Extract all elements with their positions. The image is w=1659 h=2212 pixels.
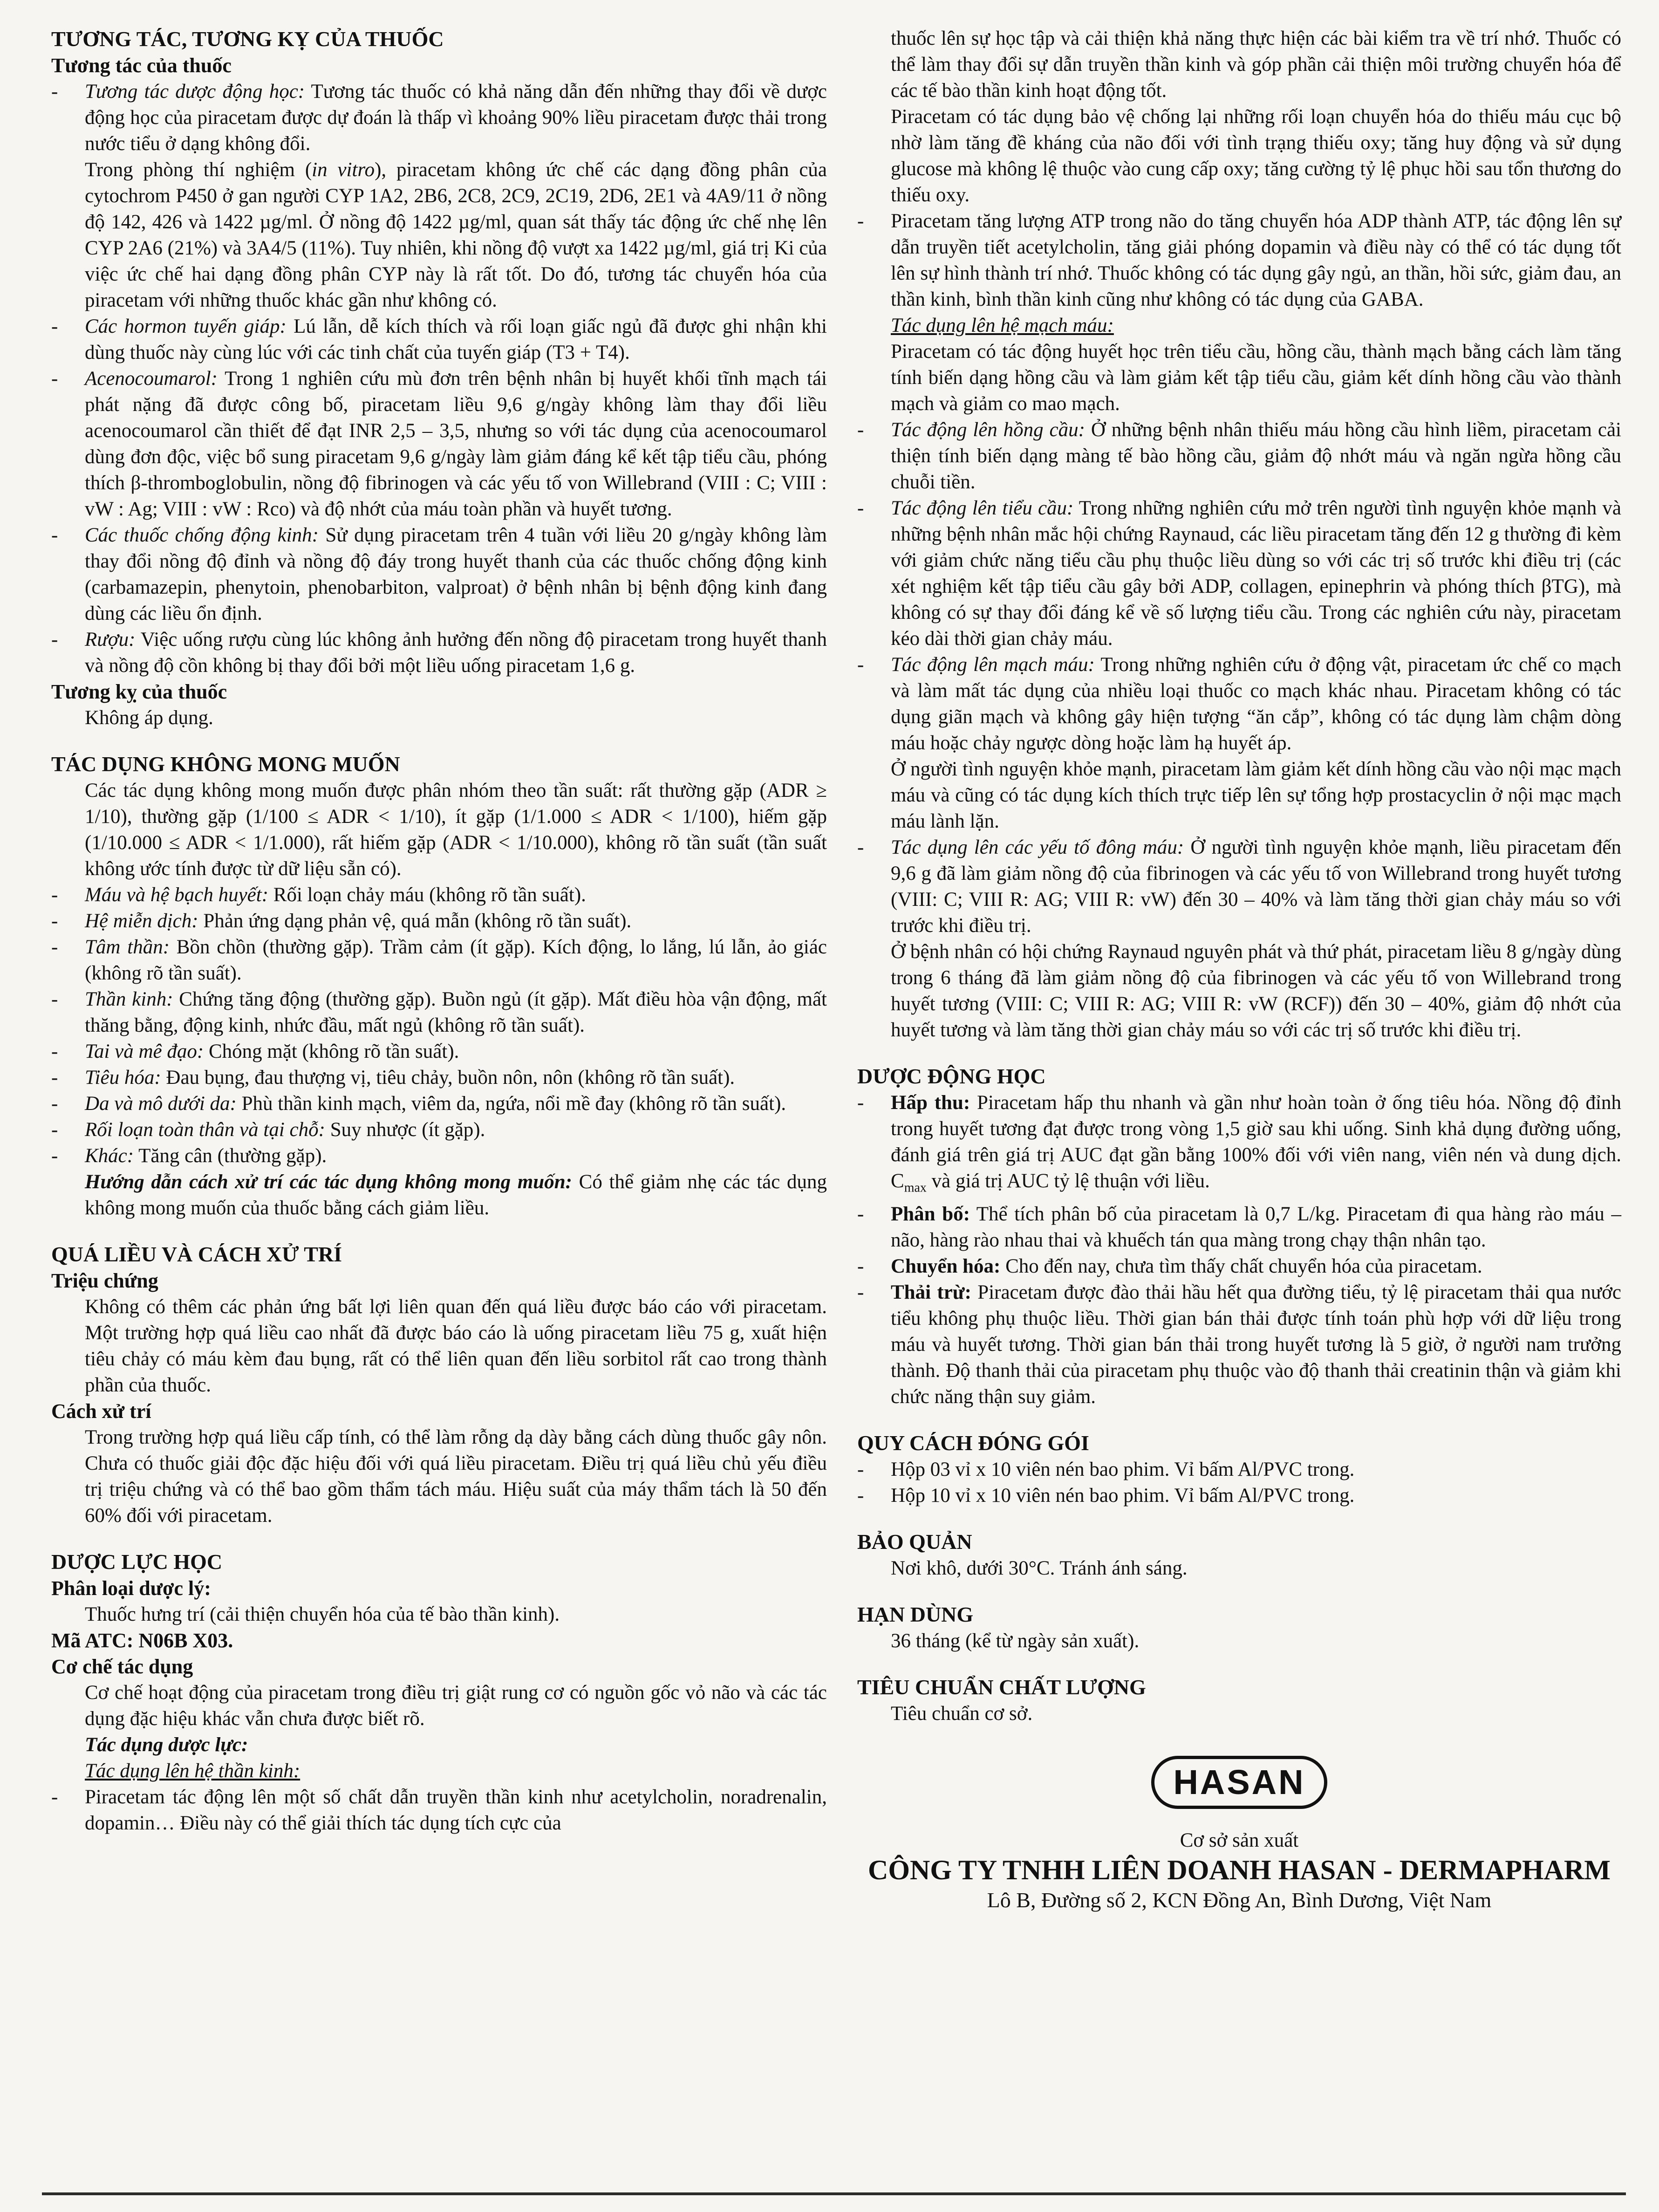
paragraph-pharm-class: Thuốc hưng trí (cải thiện chuyển hóa của tế bào thần kinh). xyxy=(85,1603,560,1625)
list-item: - Tương tác dược động học: Tương tác thuốc có khả năng dẫn đến những thay đổi về dược động học của piracetam được dự đoán là thấp vì khoảng 90% liều piracetam được thải trong nước tiểu ở dạng không đổi. xyxy=(51,81,827,155)
subsection-vascular: Tác dụng lên hệ mạch máu: xyxy=(891,315,1114,336)
subsection-incompatibilities: Tương kỵ của thuốc xyxy=(51,680,227,703)
paragraph-invitro: Trong phòng thí nghiệm (in vitro), piracetam không ức chế các dạng đồng phân của cytochrom P450 ở gan người CYP 1A2, 2B6, 2C8, 2C9, 2C19, 2D6, 2E1 và 4A9/11 ở nồng độ 142, 426 và 1422 µg/ml. Ở nồng độ 1422 µg/ml, quan sát thấy tác động ức chế nhẹ lên CYP 2A6 (21%) và 3A4/5 (11%). Tuy nhiên, khi nồng độ vượt xa 1422 µg/ml, giá trị Ki của việc ức chế hai dạng đồng phân CYP này là rất tốt. Do đó, tương tác chuyển hóa của piracetam với những thuốc khác gần như không có. xyxy=(85,159,827,311)
section-title-interactions: TƯƠNG TÁC, TƯƠNG KỴ CỦA THUỐC xyxy=(51,27,444,51)
paragraph-treatment: Trong trường hợp quá liều cấp tính, có thể làm rỗng dạ dày bằng cách dùng thuốc gây nôn. Chưa có thuốc giải độc đặc hiệu đối với quá liều piracetam. Điều trị quá liều chủ yếu điều trị triệu chứng và có thể bao gồm thẩm tách máu. Hiệu suất của máy thẩm tách là 50 đến 60% đối với piracetam. xyxy=(85,1426,827,1527)
section-title-standard: TIÊU CHUẨN CHẤT LƯỢNG xyxy=(857,1675,1146,1699)
list-item: - Phân bố: Thể tích phân bố của piracetam là 0,7 L/kg. Piracetam đi qua hàng rào máu – não, hàng rào nhau thai và khuếch tán qua màng trong chạy thận nhân tạo. xyxy=(857,1203,1621,1251)
paragraph-symptoms: Không có thêm các phản ứng bất lợi liên quan đến quá liều được báo cáo với piracetam. Một trường hợp quá liều cao nhất đã được báo cáo là uống piracetam liều 75 g, xuất hiện tiêu chảy có máu kèm đau bụng, rất có thể liên quan đến liều sorbitol rất cao trong thành phần của thuốc. xyxy=(85,1296,827,1396)
logo-wrap xyxy=(857,1756,1621,1809)
subsection-mechanism: Cơ chế tác dụng xyxy=(51,1655,193,1678)
paragraph-adr-guide: Hướng dẫn cách xử trí các tác dụng không mong muốn: Có thể giảm nhẹ các tác dụng không mong muốn của thuốc bằng cách giảm liều. xyxy=(85,1171,827,1219)
paragraph-expiry: 36 tháng (kể từ ngày sản xuất). xyxy=(891,1630,1140,1652)
list-item: - Piracetam tác động lên một số chất dẫn truyền thần kinh như acetylcholin, noradrenalin, dopamin… Điều này có thể giải thích tác dụng tích cực của xyxy=(51,1786,827,1834)
list-item: - Hệ miễn dịch: Phản ứng dạng phản vệ, quá mẫn (không rõ tần suất). xyxy=(51,910,632,932)
list-item: - Máu và hệ bạch huyết: Rối loạn chảy máu (không rõ tần suất). xyxy=(51,884,586,906)
subsection-pd-effects: Tác dụng dược lực: xyxy=(85,1734,248,1756)
paragraph-mechanism: Cơ chế hoạt động của piracetam trong điều trị giật rung cơ có nguồn gốc vỏ não và các tác dụng đặc hiệu khác vẫn chưa được biết rõ. xyxy=(85,1682,827,1730)
paragraph-coag-2: Ở bệnh nhân có hội chứng Raynaud nguyên phát và thứ phát, piracetam liều 8 g/ngày dùng trong 6 tháng đã làm giảm nồng độ của fibrinogen và các yếu tố von Willebrand trong huyết tương (VIII: C; VIII R: AG; VIII R: vW (RCF)) đến 30 – 40%, giảm độ nhớt của huyết tương và làm tăng thời gian chảy máu so với các trị số trước khi điều trị. xyxy=(891,941,1621,1041)
bottom-rule xyxy=(42,2192,1626,2195)
list-item: - Thần kinh: Chứng tăng động (thường gặp). Buồn ngủ (ít gặp). Mất điều hòa vận động, mất thăng bằng, động kinh, nhức đầu, mất ngủ (không rõ tần suất). xyxy=(51,988,827,1036)
subsection-neuro-effects: Tác dụng lên hệ thần kinh: xyxy=(85,1760,300,1782)
list-item: - Tác động lên tiểu cầu: Trong những nghiên cứu mở trên người tình nguyện khỏe mạnh và những bệnh nhân mắc hội chứng Raynaud, các liều piracetam tăng đến 12 g thường đi kèm với giảm chức năng tiểu cầu phụ thuộc liều dùng so với các trị số trước khi điều trị (các xét nghiệm kết tập tiểu cầu gây bởi ADP, collagen, epinephrin và phóng thích βTG), mà không có sự thay đổi đáng kể về số lượng tiểu cầu. Trong các nghiên cứu này, piracetam kéo dài thời gian chảy máu. xyxy=(857,497,1621,650)
section-title-storage: BẢO QUẢN xyxy=(857,1529,972,1554)
paragraph-storage: Nơi khô, dưới 30°C. Tránh ánh sáng. xyxy=(891,1557,1188,1579)
list-item: - Hộp 03 vỉ x 10 viên nén bao phim. Vỉ bấm Al/PVC trong. xyxy=(857,1458,1355,1480)
list-item: - Khác: Tăng cân (thường gặp). xyxy=(51,1145,327,1167)
list-item: - Tiêu hóa: Đau bụng, đau thượng vị, tiêu chảy, buồn nôn, nôn (không rõ tần suất). xyxy=(51,1067,735,1089)
right-column xyxy=(857,26,1621,1914)
list-item: - Các thuốc chống động kinh: Sử dụng piracetam trên 4 tuần với liều 20 g/ngày không làm thay đổi nồng độ đỉnh và nồng độ đáy trong huyết thanh của các thuốc chống động kinh (carbamazepin, phenytoin, phenobarbiton, valproat) ở bệnh nhân bị bệnh động kinh đang dùng các liều ổn định. xyxy=(51,524,827,624)
manufacturer-label: Cơ sở sản xuất xyxy=(1180,1829,1299,1851)
section-title-adverse-effects: TÁC DỤNG KHÔNG MONG MUỐN xyxy=(51,752,400,776)
paragraph-adr-intro: Các tác dụng không mong muốn được phân nhóm theo tần suất: rất thường gặp (ADR ≥ 1/10), thường gặp (1/100 ≤ ADR < 1/10), ít gặp (1/1.000 ≤ ADR < 1/100), hiếm gặp (1/10.000 ≤ ADR < 1/1.000), rất hiếm gặp (ADR < 1/10.000), không rõ tần suất (tần suất không ước tính được từ dữ liệu sẵn có). xyxy=(85,780,827,880)
list-item: - Tâm thần: Bồn chồn (thường gặp). Trầm cảm (ít gặp). Kích động, lo lắng, lú lẫn, ảo giác (không rõ tần suất). xyxy=(51,936,827,984)
list-item: - Piracetam tăng lượng ATP trong não do tăng chuyển hóa ADP thành ATP, tác động lên sự dẫn truyền tiết acetylcholin, tăng giải phóng dopamin và điều này có thể có tác dụng tốt lên sự hình thành trí nhớ. Thuốc không có tác dụng gây ngủ, an thần, hồi sức, giảm đau, an thần kinh, bình thần kinh cũng như không có tác dụng của GABA. xyxy=(857,210,1621,310)
company-name: CÔNG TY TNHH LIÊN DOANH HASAN - DERMAPHARM xyxy=(868,1854,1611,1885)
subsection-treatment: Cách xử trí xyxy=(51,1400,151,1423)
list-item: - Chuyển hóa: Cho đến nay, chưa tìm thấy chất chuyển hóa của piracetam. xyxy=(857,1255,1482,1277)
section-title-pharmacokinetics: DƯỢC ĐỘNG HỌC xyxy=(857,1064,1046,1088)
section-title-overdose: QUÁ LIỀU VÀ CÁCH XỬ TRÍ xyxy=(51,1242,342,1266)
list-item: - Tác động lên hồng cầu: Ở những bệnh nhân thiếu máu hồng cầu hình liềm, piracetam cải thiện tính biến dạng màng tế bào hồng cầu, giảm độ nhớt máu và ngăn ngừa hồng cầu chuỗi tiền. xyxy=(857,419,1621,493)
list-item: - Rượu: Việc uống rượu cùng lúc không ảnh hưởng đến nồng độ piracetam trong huyết thanh và nồng độ cồn không bị thay đổi bởi một liều uống piracetam 1,6 g. xyxy=(51,629,827,677)
subsection-drug-interactions: Tương tác của thuốc xyxy=(51,54,232,77)
list-item: - Tai và mê đạo: Chóng mặt (không rõ tần suất). xyxy=(51,1041,459,1062)
left-column xyxy=(51,26,827,1836)
section-title-packaging: QUY CÁCH ĐÓNG GÓI xyxy=(857,1431,1089,1455)
list-item: - Tác dụng lên các yếu tố đông máu: Ở người tình nguyện khỏe mạnh, liều piracetam đến 9,6 g đã làm giảm nồng độ của fibrinogen và các yếu tố von Willebrand trong huyết tương (VIII: C; VIII R: AG; VIII R: vW) đến 30 – 40% và làm tăng thời gian chảy máu so với trước khi điều trị. xyxy=(857,836,1621,937)
section-title-pharmacodynamics: DƯỢC LỰC HỌC xyxy=(51,1550,223,1574)
list-item: - Hộp 10 vỉ x 10 viên nén bao phim. Vỉ bấm Al/PVC trong. xyxy=(857,1484,1355,1507)
section-title-expiry: HẠN DÙNG xyxy=(857,1602,974,1626)
list-item: - Da và mô dưới da: Phù thần kinh mạch, viêm da, ngứa, nổi mề đay (không rõ tần suất). xyxy=(51,1093,786,1115)
list-item: - Tác động lên mạch máu: Trong những nghiên cứu ở động vật, piracetam ức chế co mạch và làm mất tác dụng của nhiều loại thuốc co mạch khác nhau. Piracetam không có tác dụng giãn mạch và không gây hiện tượng “ăn cắp”, không có tác dụng làm chậm dòng máu hoặc chảy ngược dòng hoặc làm hạ huyết áp. xyxy=(857,654,1621,754)
subsection-pharm-class: Phân loại dược lý: xyxy=(51,1577,211,1600)
paragraph-continued: thuốc lên sự học tập và cải thiện khả năng thực hiện các bài kiểm tra về trí nhớ. Thuốc có thể làm thay đổi sự dẫn truyền thần kinh và góp phần cải thiện môi trường chuyển hóa để các tế bào thần kinh hoạt động tốt. xyxy=(891,27,1621,102)
paragraph-protect: Piracetam có tác dụng bảo vệ chống lại những rối loạn chuyển hóa do thiếu máu cục bộ nhờ làm tăng đề kháng của não đối với tình trạng thiếu oxy; tăng huy động và sử dụng glucose mà không lệ thuộc vào cung cấp oxy; tăng cường tỷ lệ phục hồi sau tổn thương do thiếu oxy. xyxy=(891,106,1621,206)
list-item: - Acenocoumarol: Trong 1 nghiên cứu mù đơn trên bệnh nhân bị huyết khối tĩnh mạch tái phát nặng đã được công bố, piracetam liều 9,6 g/ngày không làm thay đổi liều acenocoumarol cần thiết để đạt INR 2,5 – 3,5, nhưng so với tác dụng của acenocoumarol dùng đơn độc, việc bổ sung piracetam 9,6 g/ngày làm giảm đáng kể kết tập tiểu cầu, phóng thích β-thromboglobulin, nồng độ fibrinogen và các yếu tố von Willebrand (VIII : C; VIII : vW : Ag; VIII : vW : Rco) và độ nhớt của máu toàn phần và huyết tương. xyxy=(51,368,827,520)
paragraph-incompat: Không áp dụng. xyxy=(85,707,213,729)
company-address: Lô B, Đường số 2, KCN Đồng An, Bình Dương, Việt Nam xyxy=(987,1888,1492,1912)
atc-code: Mã ATC: N06B X03. xyxy=(51,1629,233,1652)
list-item: - Rối loạn toàn thân và tại chỗ: Suy nhược (ít gặp). xyxy=(51,1119,485,1141)
hasan-logo: HASAN xyxy=(1151,1756,1327,1809)
list-item: - Các hormon tuyến giáp: Lú lẫn, dễ kích thích và rối loạn giấc ngủ đã được ghi nhận khi dùng thuốc này cùng lúc với các tinh chất của tuyến giáp (T3 + T4). xyxy=(51,315,827,363)
subsection-symptoms: Triệu chứng xyxy=(51,1269,158,1292)
list-item: - Hấp thu: Piracetam hấp thu nhanh và gần như hoàn toàn ở ống tiêu hóa. Nồng độ đỉnh trong huyết tương đạt được trong vòng 1,5 giờ sau khi uống. Sinh khả dụng đường uống, đánh giá trên giá trị AUC đạt gần bằng 100% đối với viên nang, viên nén và dung dịch. $C_{max}$ và giá trị AUC tỷ lệ thuận với liều. xyxy=(857,1092,1621,1195)
paragraph-vessel-2: Ở người tình nguyện khỏe mạnh, piracetam làm giảm kết dính hồng cầu vào nội mạc mạch máu và cũng có tác dụng kích thích trực tiếp lên sự tổng hợp prostacyclin ở nội mạc mạch máu lành lặn. xyxy=(891,758,1621,832)
paragraph-vascular: Piracetam có tác động huyết học trên tiểu cầu, hồng cầu, thành mạch bằng cách làm tăng tính biến dạng hồng cầu và làm giảm kết tập tiểu cầu, giảm kết dính hồng cầu vào thành mạch và giảm co mao mạch. xyxy=(891,341,1621,415)
list-item: - Thải trừ: Piracetam được đào thải hầu hết qua đường tiểu, tỷ lệ piracetam thải qua nước tiểu không phụ thuộc liều. Thời gian bán thải được tính toán phù hợp với dữ liệu trong máu và huyết tương. Thời gian bán thải trong huyết tương là 5 giờ, ở người nam trưởng thành. Độ thanh thải của piracetam phụ thuộc vào độ thanh thải creatinin thận và giảm khi chức năng thận suy giảm. xyxy=(857,1281,1622,1408)
paragraph-standard: Tiêu chuẩn cơ sở. xyxy=(891,1702,1033,1725)
